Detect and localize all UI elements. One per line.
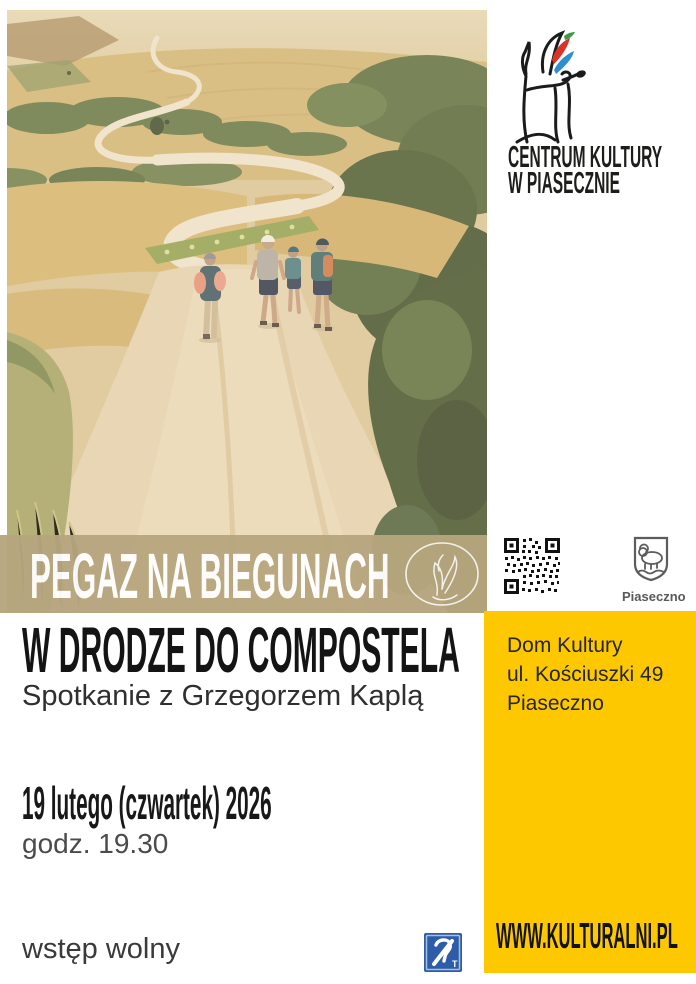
organization-name-line1: CENTRUM KULTURY xyxy=(508,139,663,174)
hearing-loop-icon xyxy=(424,933,462,972)
piaseczno-crest xyxy=(622,536,686,604)
qr-code xyxy=(503,537,561,595)
crest-label: Piaseczno xyxy=(622,589,686,604)
organization-name-line2: W PIASECZNIE xyxy=(508,165,620,200)
venue-line3: Piaseczno xyxy=(507,692,604,715)
website-url: WWW.KULTURALNI.PL xyxy=(496,915,678,956)
svg-text:T: T xyxy=(452,959,458,969)
venue-box xyxy=(484,611,696,973)
venue-line1: Dom Kultury xyxy=(507,634,623,657)
event-time: godz. 19.30 xyxy=(22,828,169,859)
admission-info: wstęp wolny xyxy=(22,933,180,965)
event-title: W DRODZE DO COMPOSTELA xyxy=(22,614,460,686)
event-subtitle: Spotkanie z Grzegorzem Kaplą xyxy=(22,680,424,712)
camino-photo-illustration xyxy=(7,10,487,613)
organization-name xyxy=(508,139,663,200)
venue-line2: ul. Kościuszki 49 xyxy=(507,663,664,686)
pegasus-logo-icon xyxy=(505,30,599,148)
camino-photo xyxy=(7,10,487,613)
series-title: PEGAZ NA BIEGUNACH xyxy=(30,540,390,612)
venue-address xyxy=(507,631,663,718)
ram-crest-icon xyxy=(632,536,670,582)
event-date: 19 lutego (czwartek) 2026 xyxy=(22,777,272,829)
series-banner xyxy=(0,535,487,613)
pegasus-circle-icon xyxy=(403,541,481,609)
